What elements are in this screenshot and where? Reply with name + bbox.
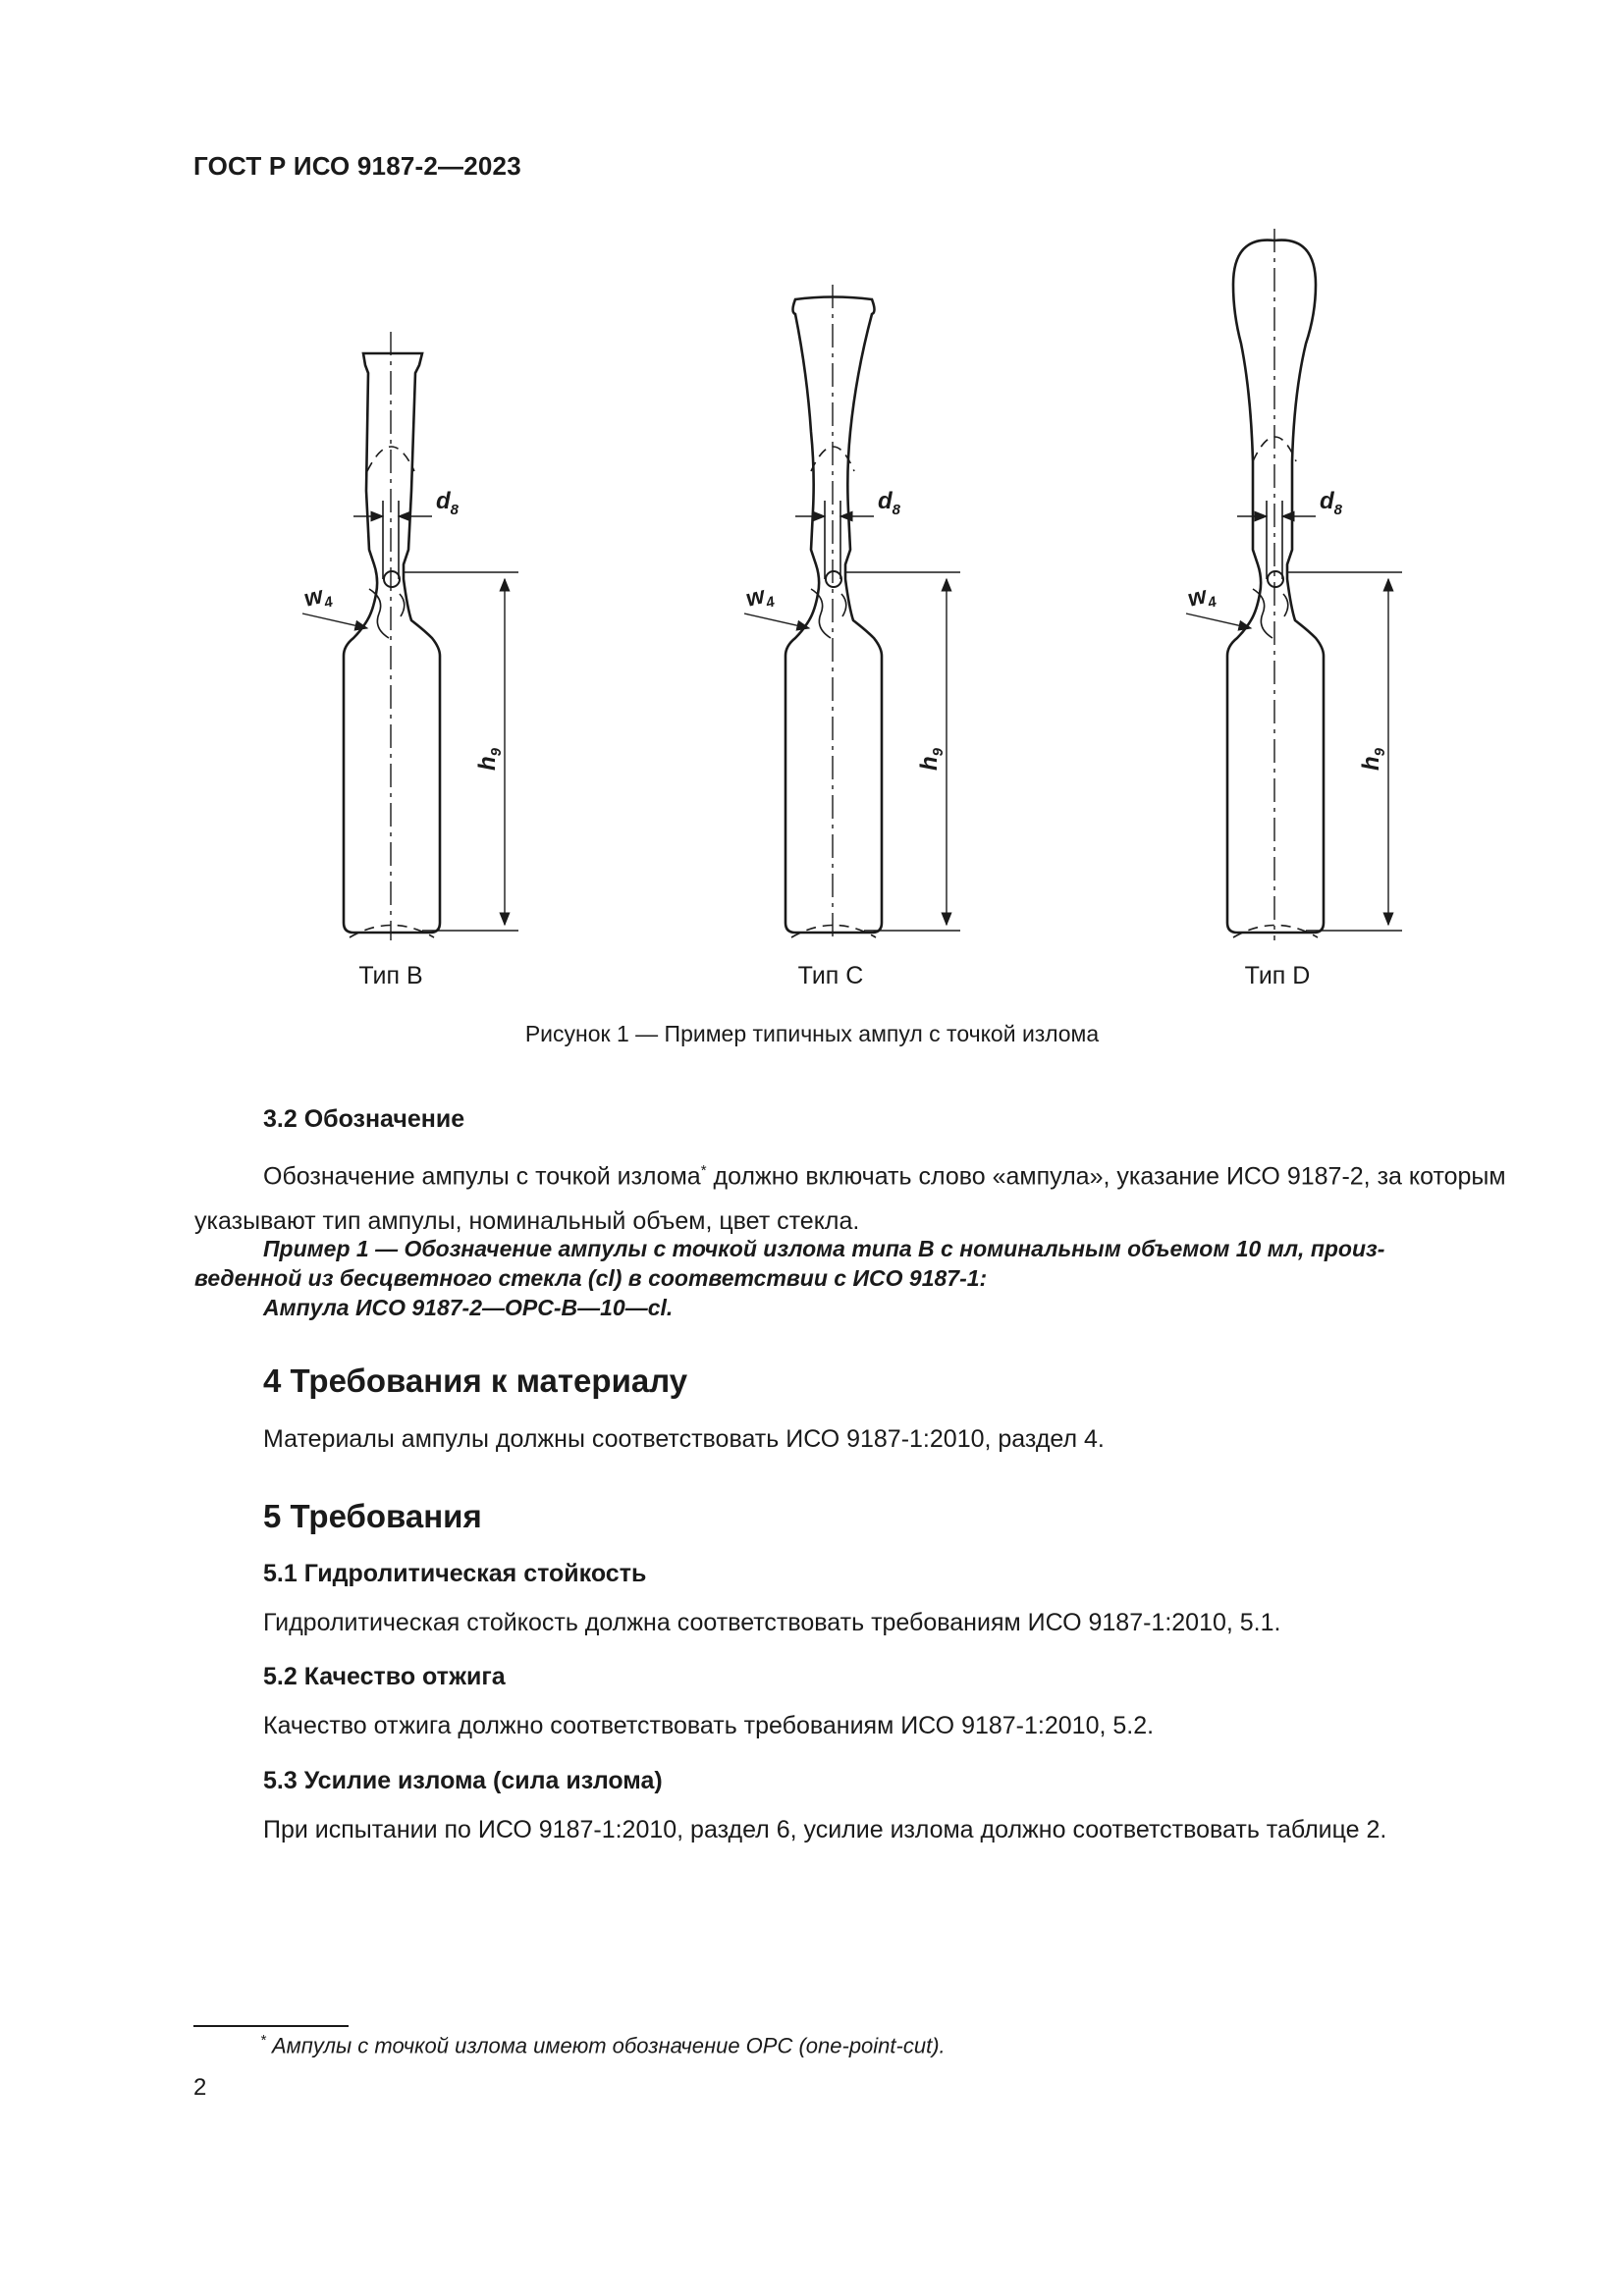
footnote-rule	[193, 2025, 349, 2027]
w4-label-b: $w_4$	[300, 582, 335, 613]
ampoule-c-outline	[785, 297, 882, 934]
ampoule-b-outline	[344, 353, 440, 933]
section-4-text: Материалы ампулы должны соответствовать ИСО 9187-1:2010, раздел 4.	[263, 1425, 1105, 1453]
h9-label-b: $h_9$	[474, 747, 505, 771]
section-5-3-heading: 5.3 Усилие излома (сила излома)	[263, 1767, 663, 1794]
section-5-1-heading: 5.1 Гидролитическая стойкость	[263, 1560, 647, 1587]
section-5-heading: 5 Требования	[263, 1498, 482, 1534]
section-3-2-text-b: должно включать слово «ампула», указание ИСО 9187-2, за которым указывают тип ампулы, номинальный объем, цвет стекла.	[194, 1162, 1506, 1236]
ampoule-type-c	[744, 285, 960, 940]
footnote-text: Ампулы с точкой излома имеют обозначение OPC (one-point-cut).	[271, 2033, 946, 2058]
document-header: ГОСТ Р ИСО 9187-2—2023	[193, 151, 521, 181]
example-1	[194, 1234, 1510, 1322]
figure-caption: Рисунок 1 — Пример типичных ампул с точкой излома	[524, 1021, 1100, 1046]
h9-label-c: $h_9$	[916, 747, 947, 771]
w4-label-c: $w_4$	[742, 582, 777, 613]
section-5-2-heading: 5.2 Качество отжига	[263, 1663, 506, 1690]
d8-label-c: $d_8$	[878, 488, 901, 518]
section-3-2-text-a: Обозначение ампулы с точкой излома	[263, 1162, 701, 1191]
example-1-line-3: Ампула ИСО 9187-2—OPC-B—10—cl.	[263, 1295, 674, 1320]
section-5-3-text: При испытании по ИСО 9187-1:2010, раздел 6, усилие излома должно соответствовать таблице 2.	[263, 1816, 1387, 1843]
section-4-heading: 4 Требования к материалу	[263, 1362, 688, 1399]
ampoule-figure	[0, 226, 1624, 1011]
d8-label-d: $d_8$	[1320, 488, 1343, 518]
footnote-ref-mark: *	[700, 1162, 707, 1179]
example-1-line-2: веденной из бесцветного стекла (cl) в соответствии с ИСО 9187-1:	[194, 1265, 988, 1291]
section-5-2-text: Качество отжига должно соответствовать требованиям ИСО 9187-1:2010, 5.2.	[263, 1712, 1155, 1739]
page-number: 2	[193, 2074, 207, 2101]
w4-label-d: $w_4$	[1184, 582, 1218, 613]
ampoule-type-b	[302, 332, 518, 940]
type-c-label: Тип C	[797, 962, 864, 989]
footnote-mark: *	[260, 2032, 266, 2049]
footnote	[260, 2032, 946, 2058]
section-5-1-text: Гидролитическая стойкость должна соответствовать требованиям ИСО 9187-1:2010, 5.1.	[263, 1609, 1281, 1636]
ampoule-type-d	[1186, 229, 1402, 940]
d8-label-b: $d_8$	[436, 488, 460, 518]
type-b-label: Тип B	[358, 962, 423, 989]
section-3-2-paragraph	[194, 1148, 1510, 1244]
type-d-label: Тип D	[1244, 962, 1311, 989]
example-1-line-1: Пример 1 — Обозначение ампулы с точкой излома типа B с номинальным объемом 10 мл, произ-	[263, 1236, 1385, 1261]
h9-label-d: $h_9$	[1358, 747, 1388, 771]
section-3-2-heading: 3.2 Обозначение	[263, 1105, 465, 1133]
